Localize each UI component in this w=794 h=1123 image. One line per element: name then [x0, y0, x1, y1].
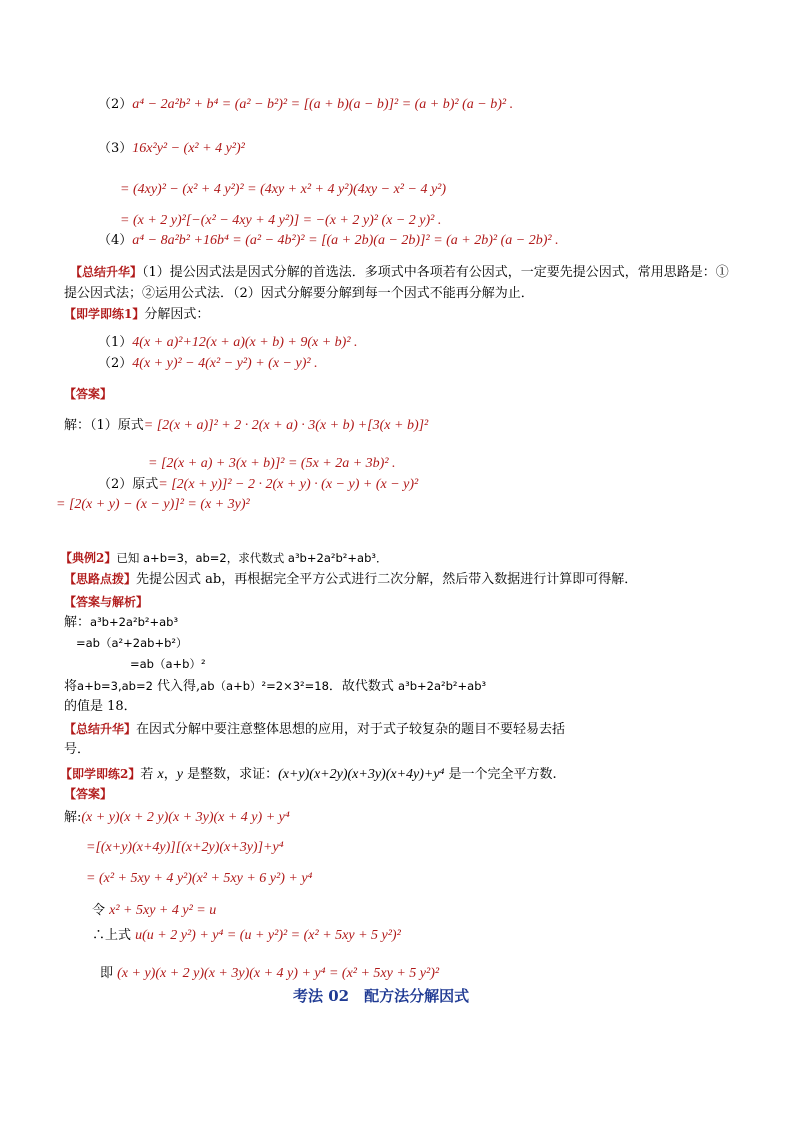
- text-line-l6: [70, 264, 729, 281]
- text-line-l26: [60, 766, 557, 783]
- math-expression: (x + y)(x + 2 y)(x + 3y)(x + 4 y) + y⁴ = (x² + 5xy + 5 y²)²: [117, 966, 440, 981]
- section-tag: 【总结升华】: [64, 722, 137, 736]
- text-span: （1）提公因式法是因式分解的首选法．多项式中各项若有公因式，一定要先提公因式，常用思路是：①: [142, 265, 729, 280]
- text-line-l32: [92, 928, 401, 944]
- text-span: 在因式分解中要注意整体思想的应用，对于式子较复杂的题目不要轻易去括: [136, 722, 566, 737]
- math-expression: =[(x+y)(x+4y)][(x+2y)(x+3y)]+y⁴: [86, 840, 284, 855]
- math-expression: (x+y)(x+2y)(x+3y)(x+4y)+y⁴: [278, 767, 445, 782]
- math-expression: 4(x + y)² − 4(x² − y²) + (x − y)² .: [132, 356, 318, 371]
- section-tag: 【即学即练1】: [64, 307, 145, 321]
- section-heading: 考法 02 配方法分解因式: [293, 987, 470, 1005]
- text-span: 号．: [64, 742, 91, 757]
- text-span: （3）: [98, 141, 133, 156]
- text-span: ∴上式: [92, 928, 136, 943]
- text-span: （2）原式: [98, 477, 159, 492]
- text-line-l27: [64, 786, 112, 803]
- text-span: =ab（a²+2ab+b²）: [76, 636, 188, 650]
- text-line-l28: [64, 810, 290, 826]
- text-line-l4: [120, 213, 441, 229]
- math-expression: = [2(x + a)]² + 2 · 2(x + a) · 3(x + b) +[3(x + b)]²: [143, 418, 429, 433]
- math-expression: = [2(x + a) + 3(x + b)]² = (5x + 2a + 3b)² .: [148, 456, 396, 471]
- section-tag: 【思路点拨】: [64, 572, 137, 586]
- section-tag: 【答案与解析】: [64, 595, 149, 609]
- text-span: 解：: [64, 615, 91, 630]
- section-tag: 【答案】: [64, 387, 113, 401]
- math-expression: x: [157, 767, 164, 782]
- text-span: 是一个完全平方数.: [444, 767, 557, 782]
- text-span: ．故代数式: [328, 679, 399, 694]
- text-span: （1）: [98, 335, 133, 350]
- text-line-l31: [92, 903, 216, 919]
- section-tag: 【总结升华】: [70, 265, 143, 279]
- text-span: ，: [163, 767, 177, 782]
- text-span: 先提公因式 ab，再根据完全平方公式进行二次分解，然后带入数据进行计算即可得解．: [136, 572, 638, 587]
- text-span: a+b=3,ab=2: [77, 679, 153, 693]
- text-line-l7: [64, 286, 534, 302]
- text-span: =ab（a+b）²: [130, 657, 206, 671]
- section-tag: 【典例2】: [60, 551, 117, 565]
- text-line-l2: [98, 141, 245, 157]
- text-span: 代入得,: [152, 679, 201, 694]
- text-span: （4）: [98, 233, 133, 248]
- text-span: ab（a+b）²=2×3²=18: [200, 679, 329, 693]
- math-expression: 16x²y² − (x² + 4 y²)²: [132, 141, 245, 156]
- text-line-l1: [98, 97, 513, 113]
- math-expression: a⁴ − 2a²b² + b⁴ = (a² − b²)² = [(a + b)(a − b)]² = (a + b)² (a − b)² .: [132, 97, 514, 112]
- math-expression: a⁴ − 8a²b² +16b⁴ = (a² − 4b²)² = [(a + 2b)(a − 2b)]² = (a + 2b)² (a − 2b)² .: [132, 233, 559, 248]
- math-expression: = [2(x + y)]² − 2 · 2(x + y) · (x − y) + (x − y)²: [158, 477, 419, 492]
- text-span: 若: [140, 767, 158, 782]
- text-line-l19: [64, 614, 178, 631]
- text-span: 已知 a+b=3，ab=2，求代数式 a³b+2a²b²+ab³．: [116, 551, 388, 565]
- text-line-l10: [98, 356, 318, 372]
- text-line-l23: [64, 699, 137, 715]
- math-expression: = (x + 2 y)²[−(x² − 4xy + 4 y²)] = −(x + 2 y)² (x − 2 y)² .: [120, 213, 442, 228]
- text-line-l17: [64, 571, 637, 588]
- math-expression: 4(x + a)²+12(x + a)(x + b) + 9(x + b)² .: [132, 335, 358, 350]
- text-span: a³b+2a²b²+ab³: [90, 615, 179, 629]
- text-line-l18: [64, 594, 148, 611]
- text-span: （2）: [98, 97, 133, 112]
- math-expression: y: [176, 767, 183, 782]
- text-line-l3: [120, 182, 446, 198]
- text-line-l25: [64, 742, 90, 758]
- text-span: 即: [100, 966, 118, 981]
- text-span: a³b+2a²b²+ab³: [398, 679, 487, 693]
- text-line-l30: [86, 871, 312, 887]
- text-span: （2）: [98, 356, 133, 371]
- math-expression: u(u + 2 y²) + y⁴ = (u + y²)² = (x² + 5xy + 5 y²)²: [135, 928, 401, 943]
- text-span: 解:: [64, 810, 82, 825]
- text-line-l33: [100, 966, 439, 982]
- text-line-l29: [86, 840, 284, 856]
- text-line-l12: [64, 418, 428, 434]
- text-line-l5: [98, 233, 559, 249]
- math-expression: = (4xy)² − (x² + 4 y²)² = (4xy + x² + 4 y²)(4xy − x² − 4 y²): [120, 182, 447, 197]
- math-expression: x² + 5xy + 4 y² = u: [109, 903, 217, 918]
- text-span: 是整数，求证：: [182, 767, 279, 782]
- text-span: 的值是 18．: [64, 699, 137, 714]
- text-line-l9: [98, 335, 358, 351]
- text-line-l22: [64, 678, 486, 695]
- text-span: 解：（1）原式: [64, 418, 144, 433]
- text-line-l16: [60, 550, 387, 567]
- text-line-l20: [76, 635, 188, 652]
- section-tag: 【即学即练2】: [60, 767, 141, 781]
- text-line-l8: [64, 306, 209, 323]
- math-expression: (x + y)(x + 2 y)(x + 3y)(x + 4 y) + y⁴: [81, 810, 290, 825]
- text-span: 分解因式：: [144, 307, 210, 322]
- text-line-l15: [56, 497, 250, 513]
- text-span: 提公因式法；②运用公式法．（2）因式分解要分解到每一个因式不能再分解为止．: [64, 286, 534, 301]
- text-span: 令: [92, 903, 110, 918]
- text-line-l14: [98, 477, 418, 493]
- text-line-l21: [130, 656, 206, 673]
- text-line-l13: [148, 456, 396, 472]
- math-expression: = [2(x + y) − (x − y)]² = (x + 3y)²: [56, 497, 250, 512]
- section-tag: 【答案】: [64, 787, 113, 801]
- text-line-l24: [64, 721, 565, 738]
- math-expression: = (x² + 5xy + 4 y²)(x² + 5xy + 6 y²) + y⁴: [86, 871, 313, 886]
- text-line-l11: [64, 386, 112, 403]
- text-span: 将: [64, 679, 78, 694]
